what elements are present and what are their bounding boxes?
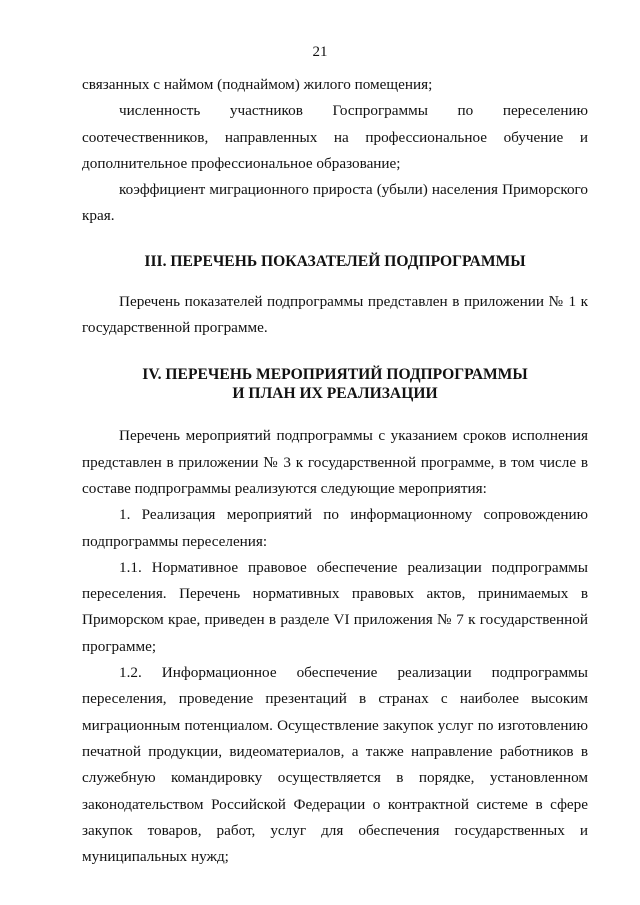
section-4-heading-line-2: И ПЛАН ИХ РЕАЛИЗАЦИИ xyxy=(232,385,438,403)
text-line: переселения, проведение презентаций в странах с наиболее высоким xyxy=(82,690,588,708)
text-line: программе; xyxy=(82,637,157,655)
text-line: миграционным потенциалом. Осуществление закупок услуг по изготовлению xyxy=(82,716,588,734)
text-line: составе подпрограммы реализуются следующие мероприятия: xyxy=(82,479,487,497)
text-line: коэффициент миграционного прироста (убыли) населения Приморского xyxy=(119,181,588,199)
page-content xyxy=(82,72,588,870)
text-line: Перечень показателей подпрограммы представлен в приложении № 1 к xyxy=(119,292,588,310)
paragraph-continuation xyxy=(82,72,588,98)
text-line: государственной программе. xyxy=(82,319,268,337)
page-number: 21 xyxy=(312,44,328,60)
text-line: Приморском крае, приведен в разделе VI приложения № 7 к государственной xyxy=(82,611,588,629)
paragraph-measures-list xyxy=(82,423,588,502)
text-line: дополнительное профессиональное образование; xyxy=(82,154,401,172)
text-line: закупок товаров, работ, услуг для обеспечения государственных и xyxy=(82,821,588,839)
text-line: связанных с наймом (поднаймом) жилого помещения; xyxy=(82,76,433,93)
text-line: края. xyxy=(82,207,115,225)
text-line: 1.1. Нормативное правовое обеспечение реализации подпрограммы xyxy=(119,558,588,576)
section-4-heading-line-1: IV. ПЕРЕЧЕНЬ МЕРОПРИЯТИЙ ПОДПРОГРАММЫ xyxy=(142,366,528,384)
text-line: печатной продукции, видеоматериалов, а также направление работников в xyxy=(82,742,588,760)
text-line: 1.2. Информационное обеспечение реализации подпрограммы xyxy=(119,664,588,682)
paragraph-migration-coefficient xyxy=(82,177,588,230)
paragraph-participants xyxy=(82,98,588,177)
text-line: Перечень мероприятий подпрограммы с указанием сроков исполнения xyxy=(119,427,588,445)
text-line: 1. Реализация мероприятий по информационному сопровождению xyxy=(119,506,588,524)
text-line: представлен в приложении № 3 к государственной программе, в том числе в xyxy=(82,453,588,471)
paragraph-item-1-1 xyxy=(82,555,588,660)
text-line: служебную командировку осуществляется в порядке, установленном xyxy=(82,769,588,787)
text-line: переселения. Перечень нормативных правовых актов, принимаемых в xyxy=(82,585,588,603)
paragraph-item-1 xyxy=(82,502,588,555)
text-line: соотечественников, направленных на профессиональное обучение и xyxy=(82,128,588,146)
text-line: законодательством Российской Федерации о контрактной системе в сфере xyxy=(82,795,588,813)
text-line: подпрограммы переселения: xyxy=(82,532,268,550)
text-line: численность участников Госпрограммы по переселению xyxy=(119,102,588,120)
text-line: муниципальных нужд; xyxy=(82,848,229,866)
paragraph-indicators xyxy=(82,289,588,342)
section-3-heading: III. ПЕРЕЧЕНЬ ПОКАЗАТЕЛЕЙ ПОДПРОГРАММЫ xyxy=(144,252,526,270)
paragraph-item-1-2 xyxy=(82,660,588,870)
